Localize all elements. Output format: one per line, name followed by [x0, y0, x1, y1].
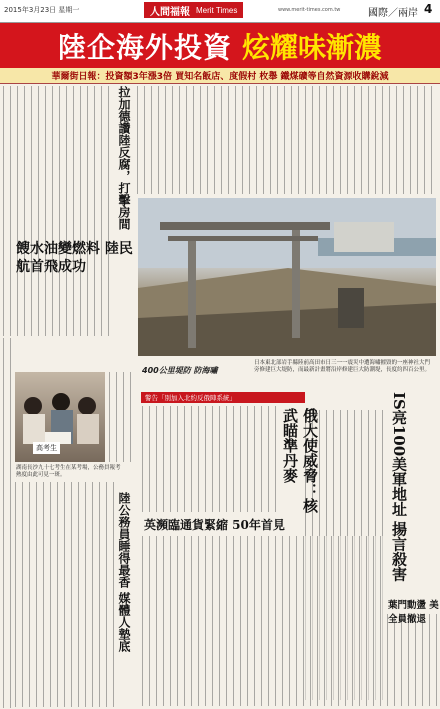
article-text-block: [108, 372, 136, 462]
article-text-block: [386, 614, 438, 706]
masthead-bar: [0, 0, 440, 23]
photo-caption: 湖南長沙九十七考生在某考場，公務員報考熱度由此可見一斑。: [16, 465, 121, 478]
subheadline-text: 華爾街日報：投資額3年漲3倍 買知名飯店、度假村 枚舉 鐵煤礦等自然資源收購銳減: [51, 72, 389, 82]
story-headline: 陸公務員睡得最香 媒體人墊底: [117, 492, 131, 653]
page-number: 4: [424, 2, 433, 16]
photo-tag: 高考生: [33, 442, 60, 454]
site-url: www.merit-times.com.tw: [278, 7, 341, 13]
lead-headline-part2: 炫耀味漸濃: [242, 30, 383, 64]
article-text-block: [2, 338, 14, 708]
story-headline: 俄大使威脅：核武瞄準丹麥: [281, 408, 319, 513]
story-headline: 葉門動盪 美全員撤退: [388, 600, 439, 625]
photo-caption-title: 400公里堤防 防海嘯: [142, 366, 218, 375]
story-headline: 拉加德讚陸反腐，打擊房間: [117, 86, 131, 230]
photo-caption: 日本東北部岩手縣陸前高田市日三一一震災中遭海嘯摧毀的一座神社大門旁修建巨大堤防，而最新計畫將沿岸修建巨大防潮堤，長度約四百公里。: [254, 360, 431, 373]
article-text-block: [14, 482, 114, 707]
article-text-block: [136, 86, 438, 194]
article-text-block: [2, 86, 114, 336]
article-text-block: [141, 406, 279, 512]
story-headline: 餿水油變燃料 陸民航首飛成功: [16, 241, 133, 275]
section-name: 國際／兩岸: [368, 8, 418, 19]
students-photo: [15, 372, 105, 462]
lead-headline-banner: [0, 23, 440, 68]
issue-date: 2015年3月23日 星期一: [4, 6, 80, 14]
warning-bar: 警告「別加入北約反俄陣系統」: [141, 392, 305, 403]
article-text-block: [141, 536, 383, 706]
story-headline: IS亮100美軍地址 揚言殺害: [390, 392, 408, 582]
brand-english: Merit Times: [196, 5, 238, 15]
seawall-photo: [138, 198, 436, 356]
brand-chinese: 人間福報: [150, 6, 190, 18]
lead-headline-part1: 陸企海外投資: [57, 30, 232, 64]
newspaper-logo: [144, 2, 243, 18]
lead-subheadline: [0, 68, 440, 84]
story-headline: 英瀕臨通貨緊縮 50年首見: [144, 518, 285, 532]
